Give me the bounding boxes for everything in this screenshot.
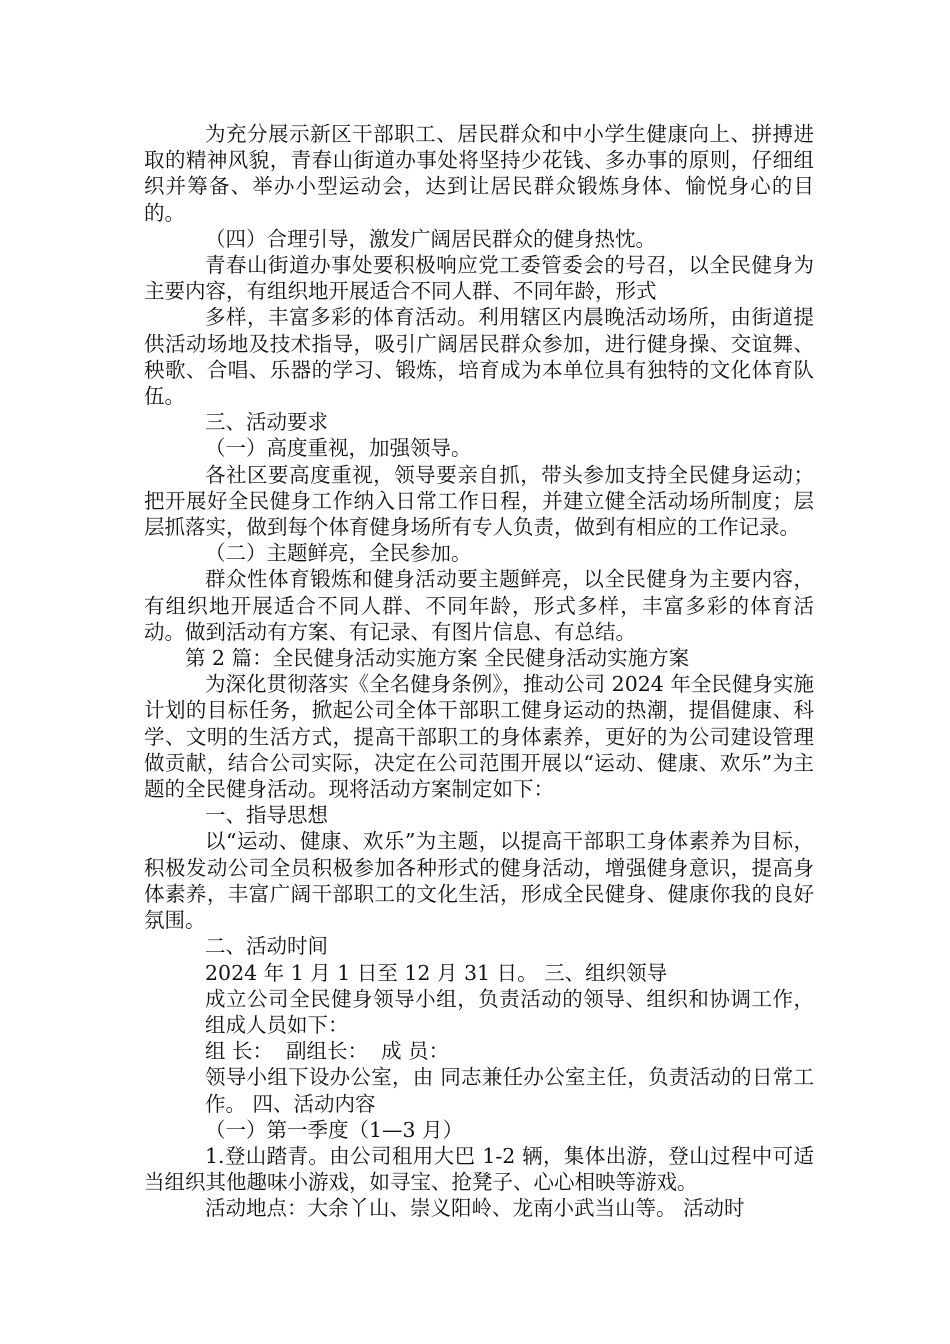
paragraph — [144, 671, 814, 802]
paragraph-text: 1.登山踏青。由公司租用大巴 1-2 辆，集体出游，登山过程中可适当组织其他趣味小游戏，如寻宝、抢凳子、心心相映等游戏。 — [144, 1143, 814, 1195]
paragraph-text: （四）合理引导，激发广阔居民群众的健身热忱。 — [205, 226, 656, 251]
paragraph-text: （一）第一季度（1—3 月） — [205, 1117, 464, 1142]
paragraph-text: 为深化贯彻落实《全名健身条例》，推动公司 2024 年全民健身实施计划的目标任务，掀起公司全体干部职工健身运动的热潮，提倡健康、科学、文明的生活方式，提高干部职工的身体素养，更好的为公司建设管理做贡献，结合公司实际，决定在公司范围开展以“运动、健康、欢乐”为主题的全民健身活动。现将活动方案制定如下： — [144, 672, 814, 802]
paragraph — [144, 540, 814, 566]
paragraph — [144, 409, 814, 435]
paragraph — [144, 933, 814, 959]
paragraph-text: 青春山街道办事处要积极响应党工委管委会的号召，以全民健身为主要内容，有组织地开展适合不同人群、不同年龄，形式 — [144, 253, 814, 304]
paragraph-text: 领导小组下设办公室，由 同志兼任办公室主任，负责活动的日常工作。 四、活动内容 — [205, 1065, 814, 1116]
paragraph — [144, 566, 814, 645]
paragraph-text: 为充分展示新区干部职工、居民群众和中小学生健康向上、拼搏进取的精神风貌，青春山街道办事处将坚持少花钱、多办事的原则，仔细组织并筹备、举办小型运动会，达到让居民群众锻炼身体、愉悦身心的目的。 — [144, 122, 814, 225]
paragraph-text: 一、指导思想 — [205, 803, 328, 828]
document-body — [144, 121, 814, 1222]
paragraph-text: （二）主题鲜亮，全民参加。 — [205, 541, 472, 566]
paragraph — [144, 828, 814, 933]
paragraph-text: 各社区要高度重视，领导要亲自抓，带头参加支持全民健身运动；把开展好全民健身工作纳入日常工作日程，并建立健全活动场所制度；层层抓落实，做到每个体育健身场所有专人负责，做到有相应的工作记录。 — [144, 462, 814, 540]
paragraph — [144, 304, 814, 409]
paragraph — [144, 645, 814, 671]
paragraph-text: （一）高度重视，加强领导。 — [205, 436, 472, 461]
paragraph — [144, 1143, 814, 1195]
paragraph — [144, 960, 814, 986]
paragraph — [144, 462, 814, 541]
paragraph — [144, 435, 814, 461]
paragraph-text: 二、活动时间 — [205, 934, 328, 959]
paragraph-text: 成立公司全民健身领导小组，负责活动的领导、组织和协调工作，组成人员如下： — [205, 986, 814, 1037]
paragraph — [144, 1117, 814, 1143]
paragraph — [144, 252, 814, 304]
paragraph-text: 三、活动要求 — [205, 410, 328, 435]
paragraph — [144, 226, 814, 252]
paragraph-text: 群众性体育锻炼和健身活动要主题鲜亮，以全民健身为主要内容，有组织地开展适合不同人群、不同年龄，形式多样，丰富多彩的体育活动。做到活动有方案、有记录、有图片信息、有总结。 — [144, 567, 814, 644]
paragraph — [144, 121, 814, 226]
paragraph-text: 多样，丰富多彩的体育活动。利用辖区内晨晚活动场所，由街道提供活动场地及技术指导，吸引广阔居民群众参加，进行健身操、交谊舞、秧歌、合唱、乐器的学习、锻炼，培育成为本单位具有独特的文化体育队伍。 — [144, 305, 814, 409]
paragraph-text: 组 长： 副组长： 成 员： — [205, 1039, 450, 1064]
paragraph — [144, 802, 814, 828]
paragraph — [144, 1038, 814, 1064]
paragraph-text: 2024 年 1 月 1 日至 12 月 31 日。 三、组织领导 — [205, 960, 668, 985]
paragraph — [144, 1195, 814, 1221]
paragraph-text: 第 2 篇：全民健身活动实施方案 全民健身活动实施方案 — [185, 646, 690, 671]
paragraph-text: 以“运动、健康、欢乐”为主题，以提高干部职工身体素养为目标，积极发动公司全员积极参加各种形式的健身活动，增强健身意识，提高身体素养，丰富广阔干部职工的文化生活，形成全民健身、健康你我的良好氛围。 — [144, 829, 814, 933]
paragraph — [144, 1064, 814, 1116]
paragraph — [144, 986, 814, 1038]
paragraph-text: 活动地点：大余丫山、崇义阳岭、龙南小武当山等。 活动时 — [205, 1196, 745, 1221]
